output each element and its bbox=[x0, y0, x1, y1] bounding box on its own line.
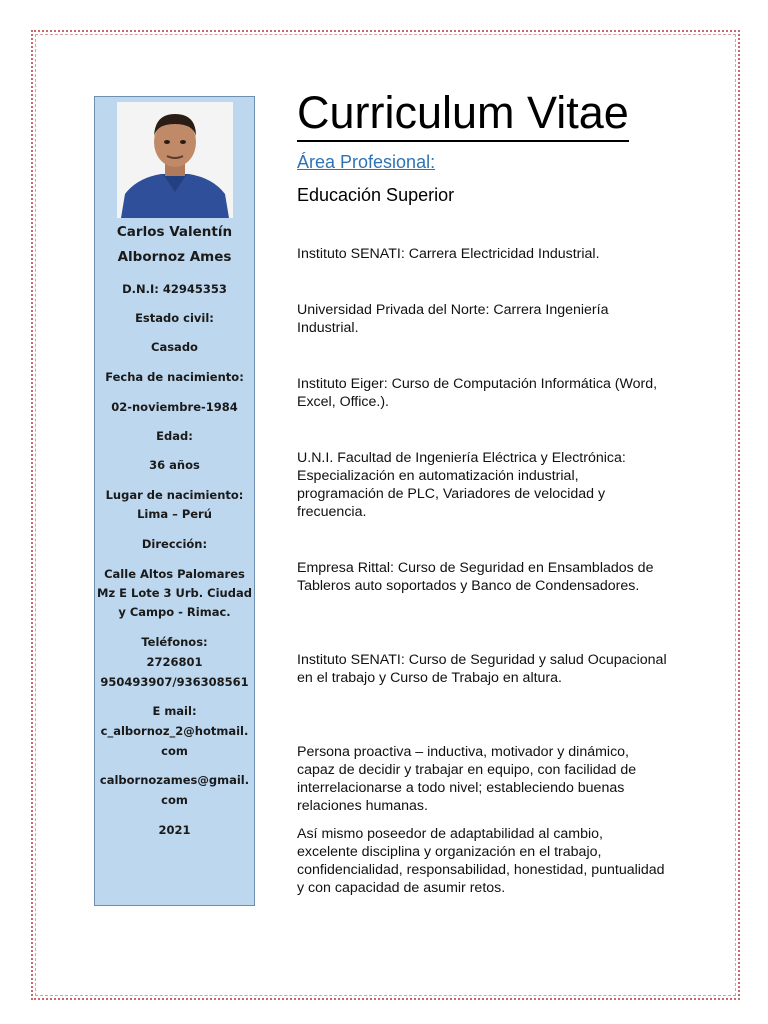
paragraph-rittal: Empresa Rittal: Curso de Seguridad en Ensamblados de Tableros auto soportados y Banco de Condensadores. bbox=[297, 560, 654, 594]
email-2-line-2: com bbox=[161, 793, 188, 807]
birthdate-label: Fecha de nacimiento: bbox=[105, 370, 244, 384]
email-label: E mail: bbox=[152, 704, 197, 718]
birthdate-value: 02-noviembre-1984 bbox=[111, 400, 238, 414]
phone-label: Teléfonos: bbox=[141, 635, 208, 649]
paragraph-profile: Persona proactiva – inductiva, motivador y dinámico, capaz de decidir y trabajar en equipo, con facilidad de interrelacionarse a todo nivel; estableciendo buenas relaciones humanas. bbox=[297, 744, 637, 814]
profile-photo bbox=[117, 102, 233, 218]
address-label: Dirección: bbox=[141, 537, 208, 551]
paragraph-upn: Universidad Privada del Norte: Carrera Ingeniería Industrial. bbox=[297, 302, 609, 336]
address-line-3: y Campo - Rimac. bbox=[118, 605, 231, 619]
year: 2021 bbox=[158, 823, 191, 837]
name-line-2: Albornoz Ames bbox=[117, 249, 232, 265]
paragraph-senati-safety: Instituto SENATI: Curso de Seguridad y salud Ocupacional en el trabajo y Curso de Trabajo en altura. bbox=[297, 652, 667, 686]
email-1-line-1: c_albornoz_2@hotmail. bbox=[100, 724, 249, 738]
age-label: Edad: bbox=[156, 429, 193, 443]
civil-status-value: Casado bbox=[151, 340, 198, 354]
sidebar bbox=[94, 96, 255, 906]
page-title: Curriculum Vitae bbox=[297, 86, 629, 142]
age-value: 36 años bbox=[149, 458, 200, 472]
address-line-1: Calle Altos Palomares bbox=[104, 567, 245, 581]
birthplace-label: Lugar de nacimiento: bbox=[105, 488, 244, 502]
phone-line-1: 2726801 bbox=[146, 655, 203, 669]
education-title: Educación Superior bbox=[297, 185, 455, 205]
paragraph-senati-electricity: Instituto SENATI: Carrera Electricidad Industrial. bbox=[297, 246, 600, 262]
email-1-line-2: com bbox=[161, 744, 188, 758]
name-line-1: Carlos Valentín bbox=[116, 224, 233, 240]
email-2-line-1: calbornozames@gmail. bbox=[99, 773, 250, 787]
area-title: Área Profesional: bbox=[297, 152, 436, 172]
birthplace-value: Lima – Perú bbox=[137, 507, 212, 521]
paragraph-eiger: Instituto Eiger: Curso de Computación Informática (Word, Excel, Office.). bbox=[297, 376, 658, 410]
person-photo-icon bbox=[117, 102, 233, 218]
address-line-2: Mz E Lote 3 Urb. Ciudad bbox=[97, 586, 252, 600]
paragraph-skills: Así mismo poseedor de adaptabilidad al cambio, excelente disciplina y organización en el trabajo, confidencialidad, responsabilidad, honestidad, puntualidad y con capacidad de asumir retos. bbox=[297, 826, 665, 896]
phone-line-2: 950493907/936308561 bbox=[100, 675, 249, 689]
dni: D.N.I: 42945353 bbox=[122, 282, 227, 296]
civil-status-label: Estado civil: bbox=[135, 311, 214, 325]
paragraph-uni: U.N.I. Facultad de Ingeniería Eléctrica y Electrónica: Especialización en automatización industrial, programación de PLC, Variadores de velocidad y frecuencia. bbox=[297, 450, 626, 520]
